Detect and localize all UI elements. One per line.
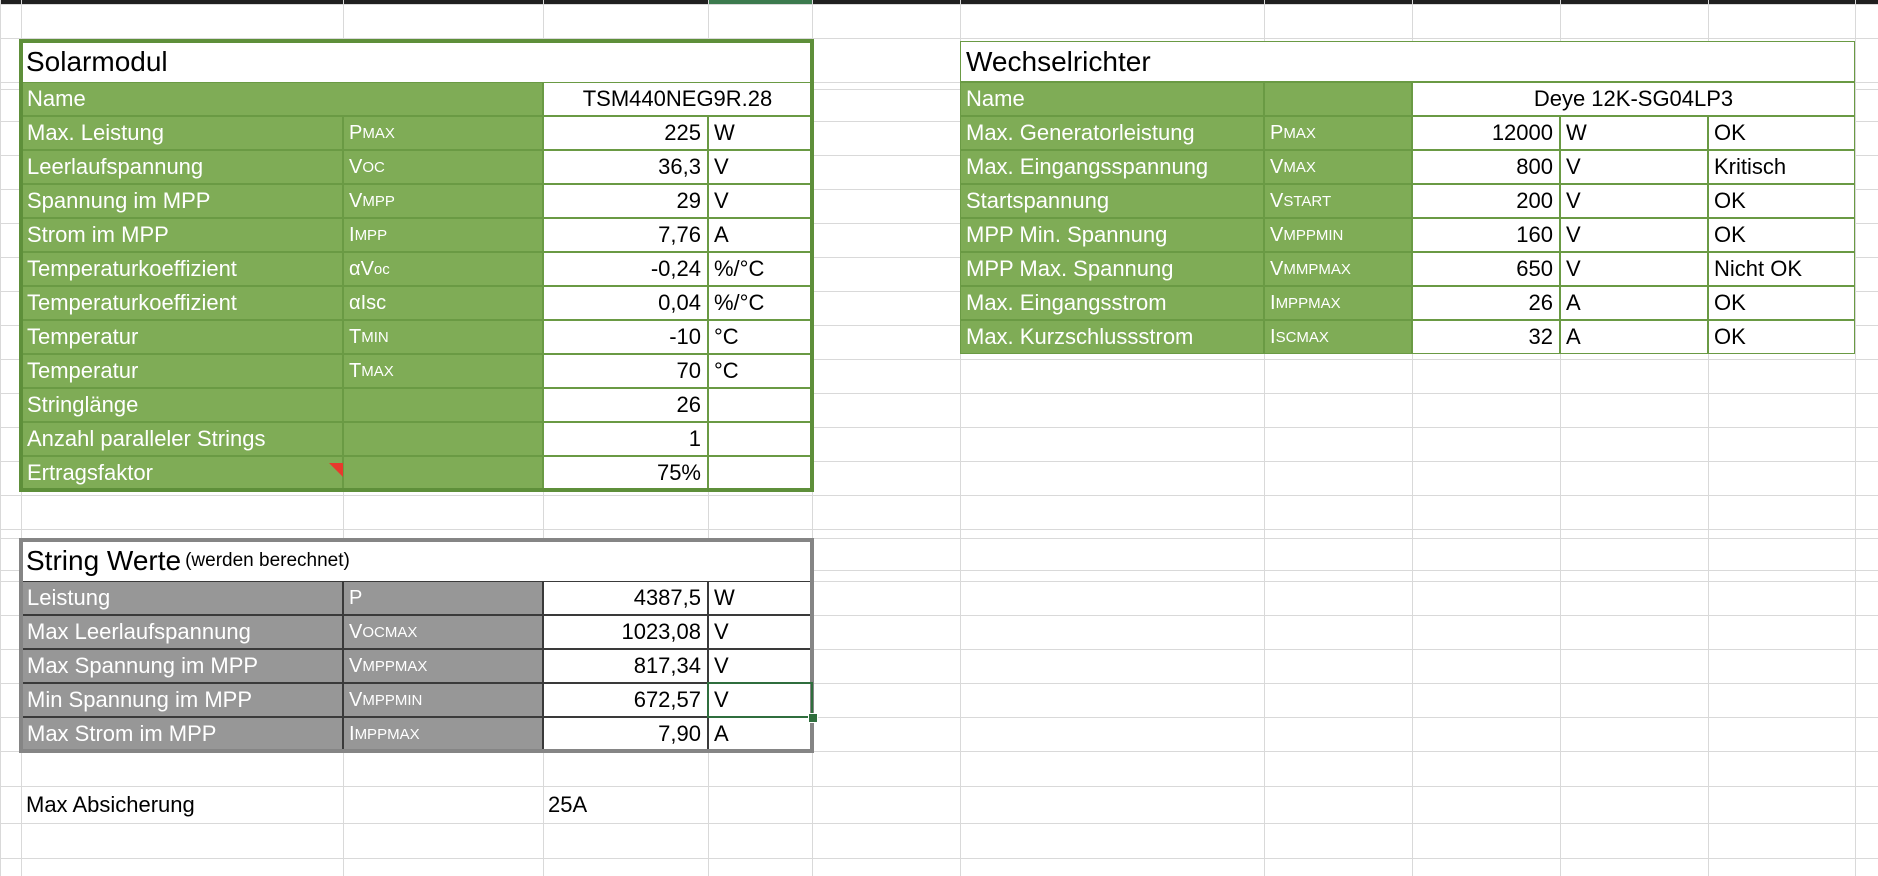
- solarmodul-row-symbol: [343, 422, 543, 456]
- symbol-main: V: [349, 156, 363, 178]
- solarmodul-row-label: Anzahl paralleler Strings: [21, 422, 343, 456]
- solarmodul-row-unit[interactable]: [708, 456, 812, 490]
- wechselrichter-row-status[interactable]: OK: [1708, 116, 1855, 150]
- solarmodul-row-symbol: [343, 320, 543, 354]
- symbol-subscript: MMPMAX: [1283, 260, 1351, 278]
- wechselrichter-row-label: Max. Kurzschlussstrom: [960, 320, 1264, 354]
- string-row-value[interactable]: 4387,5: [543, 581, 708, 615]
- wechselrichter-row-status[interactable]: Kritisch: [1708, 150, 1855, 184]
- symbol-subscript: MPP: [362, 192, 395, 210]
- wechselrichter-row-label: Max. Generatorleistung: [960, 116, 1264, 150]
- string-row-label: Max Spannung im MPP: [21, 649, 343, 683]
- solarmodul-row-symbol: [343, 116, 543, 150]
- absicherung-value[interactable]: 25A: [548, 791, 588, 817]
- wechselrichter-row-symbol: [1264, 218, 1412, 252]
- wechselrichter-row-status[interactable]: OK: [1708, 286, 1855, 320]
- wechselrichter-name-spacer: [1264, 82, 1412, 116]
- solarmodul-row-value[interactable]: -10: [543, 320, 708, 354]
- symbol-main: I: [1270, 292, 1276, 314]
- string-row-label: Max Strom im MPP: [21, 717, 343, 751]
- symbol-main: V: [349, 655, 363, 677]
- symbol-subscript: MAX: [362, 124, 395, 142]
- solarmodul-row-value[interactable]: -0,24: [543, 252, 708, 286]
- string-row-unit[interactable]: A: [708, 717, 812, 751]
- solarmodul-row-symbol: [343, 252, 543, 286]
- wechselrichter-row-value[interactable]: 200: [1412, 184, 1560, 218]
- symbol-subscript: MPPMIN: [1283, 226, 1344, 244]
- symbol-subscript: MAX: [361, 362, 394, 380]
- grid-row-line: [0, 538, 1878, 539]
- string-werte-subtitle: (werden berechnet): [185, 550, 350, 571]
- symbol-main: P: [1270, 122, 1284, 144]
- symbol-main: V: [349, 190, 363, 212]
- solarmodul-row-value[interactable]: 36,3: [543, 150, 708, 184]
- string-row-label: Leistung: [21, 581, 343, 615]
- symbol-main: T: [349, 360, 362, 382]
- solarmodul-row-unit[interactable]: °C: [708, 320, 812, 354]
- solarmodul-title: Solarmodul: [21, 41, 812, 82]
- wechselrichter-row-symbol: [1264, 286, 1412, 320]
- symbol-main: V: [349, 689, 363, 711]
- wechselrichter-row-value[interactable]: 26: [1412, 286, 1560, 320]
- wechselrichter-row-status[interactable]: OK: [1708, 320, 1855, 354]
- wechselrichter-row-unit[interactable]: A: [1560, 286, 1708, 320]
- symbol-subscript: MAX: [1283, 124, 1316, 142]
- solarmodul-row-unit[interactable]: V: [708, 150, 812, 184]
- wechselrichter-row-unit[interactable]: W: [1560, 116, 1708, 150]
- solarmodul-row-value[interactable]: 70: [543, 354, 708, 388]
- grid-row-line: [0, 4, 1878, 5]
- symbol-main: P: [349, 587, 363, 609]
- solarmodul-row-label: Temperatur: [21, 354, 343, 388]
- grid-row-line: [0, 823, 1878, 824]
- wechselrichter-row-symbol: [1264, 184, 1412, 218]
- wechselrichter-row-symbol: [1264, 252, 1412, 286]
- string-row-symbol: [343, 717, 543, 751]
- wechselrichter-row-value[interactable]: 160: [1412, 218, 1560, 252]
- symbol-main: V: [349, 621, 363, 643]
- symbol-subscript: MPPMAX: [354, 725, 420, 743]
- wechselrichter-row-symbol: [1264, 116, 1412, 150]
- symbol-main: I: [349, 723, 355, 745]
- solarmodul-row-symbol: [343, 184, 543, 218]
- wechselrichter-row-value[interactable]: 12000: [1412, 116, 1560, 150]
- solarmodul-name-value[interactable]: TSM440NEG9R.28: [543, 82, 812, 116]
- symbol-subscript: MPPMIN: [362, 691, 423, 709]
- wechselrichter-row-label: Max. Eingangsspannung: [960, 150, 1264, 184]
- wechselrichter-row-unit[interactable]: V: [1560, 218, 1708, 252]
- solarmodul-row-value[interactable]: 26: [543, 388, 708, 422]
- symbol-main: I: [349, 224, 355, 246]
- wechselrichter-row-value[interactable]: 650: [1412, 252, 1560, 286]
- string-row-value[interactable]: 7,90: [543, 717, 708, 751]
- solarmodul-row-label: Strom im MPP: [21, 218, 343, 252]
- solarmodul-row-value[interactable]: 1: [543, 422, 708, 456]
- wechselrichter-row-unit[interactable]: V: [1560, 252, 1708, 286]
- symbol-main: V: [1270, 190, 1284, 212]
- string-werte-title-text: String Werte: [26, 544, 182, 576]
- grid-row-line: [0, 751, 1878, 752]
- solarmodul-row-symbol: [343, 354, 543, 388]
- solarmodul-row-value[interactable]: 75%: [543, 456, 708, 490]
- wechselrichter-row-label: Max. Eingangsstrom: [960, 286, 1264, 320]
- string-row-value[interactable]: 1023,08: [543, 615, 708, 649]
- solarmodul-row-unit[interactable]: [708, 388, 812, 422]
- string-row-label: Min Spannung im MPP: [21, 683, 343, 717]
- symbol-subscript: SCMAX: [1275, 328, 1329, 346]
- wechselrichter-row-label: MPP Min. Spannung: [960, 218, 1264, 252]
- symbol-subscript: OCMAX: [362, 623, 418, 641]
- string-row-label: Max Leerlaufspannung: [21, 615, 343, 649]
- wechselrichter-row-status[interactable]: OK: [1708, 184, 1855, 218]
- solarmodul-row-unit[interactable]: %/°C: [708, 286, 812, 320]
- wechselrichter-row-status[interactable]: OK: [1708, 218, 1855, 252]
- grid-row-line: [0, 529, 1878, 530]
- symbol-main: V: [1270, 224, 1284, 246]
- solarmodul-row-value[interactable]: 225: [543, 116, 708, 150]
- string-row-unit[interactable]: V: [708, 615, 812, 649]
- solarmodul-row-symbol: [343, 218, 543, 252]
- solarmodul-row-value[interactable]: 29: [543, 184, 708, 218]
- symbol-subscript: MIN: [361, 328, 389, 346]
- symbol-main: αIsc: [349, 292, 387, 314]
- wechselrichter-row-symbol: [1264, 150, 1412, 184]
- symbol-subscript: START: [1283, 192, 1332, 210]
- string-row-value[interactable]: 672,57: [543, 683, 708, 717]
- symbol-subscript: MPP: [354, 226, 388, 244]
- symbol-main: P: [349, 122, 363, 144]
- string-row-unit[interactable]: V: [708, 649, 812, 683]
- solarmodul-row-label: Leerlaufspannung: [21, 150, 343, 184]
- grid-row-line: [0, 858, 1878, 859]
- wechselrichter-row-symbol: [1264, 320, 1412, 354]
- string-row-symbol: [343, 615, 543, 649]
- wechselrichter-row-value[interactable]: 800: [1412, 150, 1560, 184]
- wechselrichter-row-status[interactable]: Nicht OK: [1708, 252, 1855, 286]
- solarmodul-row-unit[interactable]: [708, 422, 812, 456]
- string-row-unit[interactable]: V: [708, 683, 812, 717]
- solarmodul-row-value[interactable]: 7,76: [543, 218, 708, 252]
- fill-handle[interactable]: [808, 713, 818, 723]
- solarmodul-row-label: Spannung im MPP: [21, 184, 343, 218]
- solarmodul-row-value[interactable]: 0,04: [543, 286, 708, 320]
- wechselrichter-name-value[interactable]: Deye 12K-SG04LP3: [1412, 82, 1855, 116]
- string-row-value[interactable]: 817,34: [543, 649, 708, 683]
- wechselrichter-row-label: MPP Max. Spannung: [960, 252, 1264, 286]
- string-werte-title: [21, 540, 812, 581]
- string-row-unit[interactable]: W: [708, 581, 812, 615]
- grid-row-line: [0, 495, 1878, 496]
- symbol-main: V: [1270, 156, 1284, 178]
- symbol-main: αV: [349, 258, 374, 280]
- symbol-main: T: [349, 326, 362, 348]
- solarmodul-row-label: Max. Leistung: [21, 116, 343, 150]
- wechselrichter-row-unit[interactable]: V: [1560, 184, 1708, 218]
- solarmodul-row-symbol: [343, 388, 543, 422]
- string-row-symbol: [343, 649, 543, 683]
- string-row-symbol: [343, 581, 543, 615]
- symbol-main: V: [1270, 258, 1284, 280]
- absicherung-label: Max Absicherung: [26, 791, 195, 817]
- solarmodul-row-label: Temperaturkoeffizient: [21, 252, 343, 286]
- string-row-symbol: [343, 683, 543, 717]
- solarmodul-row-symbol: [343, 286, 543, 320]
- grid-column-line: [0, 0, 1, 876]
- symbol-subscript: MAX: [1283, 158, 1316, 176]
- solarmodul-row-unit[interactable]: %/°C: [708, 252, 812, 286]
- wechselrichter-row-unit[interactable]: A: [1560, 320, 1708, 354]
- wechselrichter-row-unit[interactable]: V: [1560, 150, 1708, 184]
- symbol-subscript: OC: [362, 158, 385, 176]
- solarmodul-row-unit[interactable]: °C: [708, 354, 812, 388]
- solarmodul-name-label: Name: [21, 82, 543, 116]
- symbol-main: I: [1270, 326, 1276, 348]
- solarmodul-row-symbol: [343, 150, 543, 184]
- symbol-subscript: MPPMAX: [362, 657, 428, 675]
- solarmodul-row-label: Ertragsfaktor: [21, 456, 343, 490]
- solarmodul-row-unit[interactable]: A: [708, 218, 812, 252]
- symbol-subscript: oc: [373, 260, 390, 278]
- wechselrichter-row-value[interactable]: 32: [1412, 320, 1560, 354]
- grid-column-line: [812, 0, 813, 876]
- comment-indicator-icon[interactable]: [329, 463, 343, 477]
- solarmodul-row-label: Temperatur: [21, 320, 343, 354]
- wechselrichter-name-label: Name: [960, 82, 1264, 116]
- solarmodul-row-symbol: [343, 456, 543, 490]
- wechselrichter-row-label: Startspannung: [960, 184, 1264, 218]
- symbol-subscript: MPPMAX: [1275, 294, 1341, 312]
- solarmodul-row-unit[interactable]: W: [708, 116, 812, 150]
- wechselrichter-title: Wechselrichter: [960, 41, 1855, 82]
- solarmodul-row-unit[interactable]: V: [708, 184, 812, 218]
- solarmodul-row-label: Stringlänge: [21, 388, 343, 422]
- solarmodul-row-label: Temperaturkoeffizient: [21, 286, 343, 320]
- grid-row-line: [0, 38, 1878, 39]
- grid-column-line: [1855, 0, 1856, 876]
